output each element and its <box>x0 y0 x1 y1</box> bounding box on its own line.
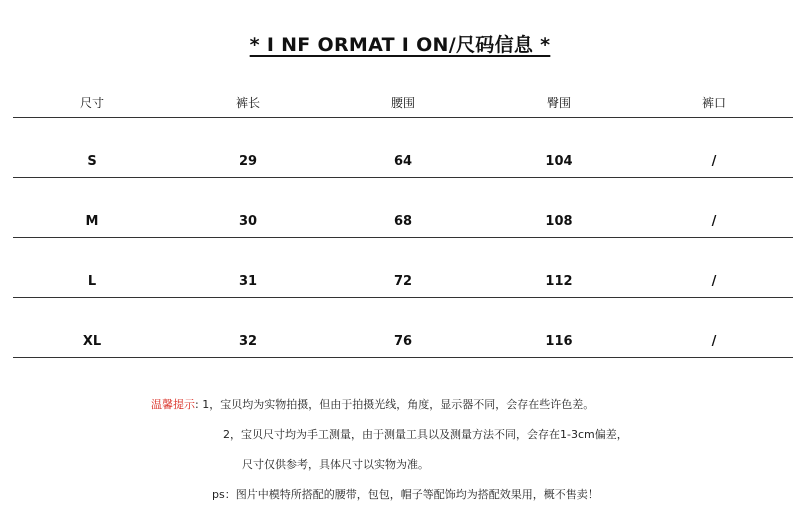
table-divider <box>13 117 793 118</box>
note-line-4: ps：图片中模特所搭配的腰带，包包，帽子等配饰均为搭配效果用，概不售卖！ <box>212 488 599 501</box>
header-leg-opening: 裤口 <box>701 96 726 110</box>
tip-label: 温馨提示 <box>151 398 195 411</box>
title-text: * I NF ORMAT I ON/尺码信息 * <box>249 34 551 56</box>
cell-waist: 64 <box>393 154 413 169</box>
table-row <box>13 274 793 294</box>
cell-pants-length: 30 <box>238 214 258 229</box>
cell-hip: 104 <box>545 154 573 169</box>
cell-hip: 108 <box>545 214 573 229</box>
cell-leg-opening: / <box>711 274 717 289</box>
cell-pants-length: 29 <box>238 154 258 169</box>
header-hip: 臀围 <box>546 96 571 110</box>
cell-size: S <box>87 154 97 169</box>
note-line-1 <box>151 396 594 412</box>
note-text-1: : 1，宝贝均为实物拍摄，但由于拍摄光线，角度，显示器不同，会存在些许色差。 <box>195 398 595 411</box>
header-size: 尺寸 <box>79 96 104 110</box>
header-waist: 腰围 <box>390 96 415 110</box>
cell-waist: 72 <box>393 274 413 289</box>
cell-size: M <box>85 214 99 229</box>
cell-leg-opening: / <box>711 214 717 229</box>
cell-pants-length: 32 <box>238 334 258 349</box>
table-divider <box>13 177 793 178</box>
table-row <box>13 214 793 234</box>
note-line-3: 尺寸仅供参考，具体尺寸以实物为准。 <box>242 458 429 471</box>
table-row <box>13 154 793 174</box>
table-divider <box>13 297 793 298</box>
table-row <box>13 334 793 354</box>
cell-waist: 68 <box>393 214 413 229</box>
page-title <box>0 30 800 57</box>
cell-leg-opening: / <box>711 334 717 349</box>
table-divider <box>13 357 793 358</box>
cell-hip: 116 <box>545 334 573 349</box>
header-pants-length: 裤长 <box>235 96 260 110</box>
cell-size: L <box>87 274 97 289</box>
cell-size: XL <box>82 334 102 349</box>
note-line-2: 2，宝贝尺寸均为手工测量，由于测量工具以及测量方法不同，会存在1-3cm偏差， <box>223 428 628 441</box>
cell-hip: 112 <box>545 274 573 289</box>
table-divider <box>13 237 793 238</box>
cell-leg-opening: / <box>711 154 717 169</box>
table-header-row <box>13 94 793 114</box>
cell-waist: 76 <box>393 334 413 349</box>
cell-pants-length: 31 <box>238 274 258 289</box>
